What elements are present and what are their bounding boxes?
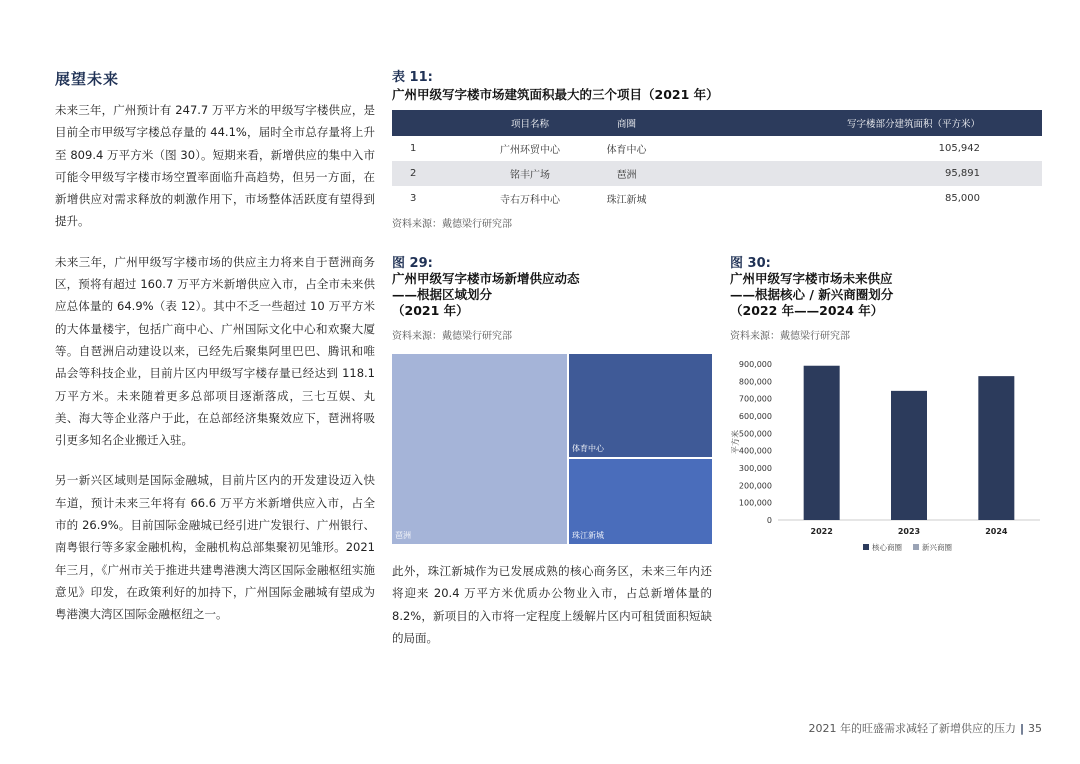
paragraph-pazhou: 未来三年，广州甲级写字楼市场的供应主力将来自于琶洲商务区，预将有超过 160.7 万平方米新增供应入市，占全市未来供应总体量的 64.9%（表 12）。其中不乏一些超过 10 万平方米的大体量楼宇，包括广商中心、广州国际文化中心和欢聚大厦等。自琶洲启动建设以来，已经先后聚集阿里巴巴、腾讯和唯品会等科技企业，目前片区内甲级写字楼存量已经达到 118.1 万平方米。未来随着更多总部项目逐渐落成，三七互娱、丸美、海大等企业落户于此，在总部经济集聚效应下，琶洲将吸引更多知名企业搬迁入驻。 <box>55 254 375 448</box>
cell-district: 体育中心 <box>606 145 647 156</box>
figure-29-title-line-3: （2021 年） <box>392 303 469 318</box>
table-number: 表 11: <box>392 70 433 85</box>
cell-name: 广州环贸中心 <box>499 145 560 156</box>
y-tick-label: 600,000 <box>738 412 772 421</box>
y-tick-label: 400,000 <box>738 446 772 456</box>
x-tick-label: 2022 <box>810 527 833 536</box>
y-tick-label: 900,000 <box>738 360 772 369</box>
treemap-cell-tiyu <box>569 354 712 457</box>
y-tick-label: 100,000 <box>738 498 772 508</box>
page-footer <box>808 720 1042 736</box>
table-row <box>392 161 1042 186</box>
legend-label: 核心商圈 <box>872 543 902 552</box>
figure-29-source: 资料来源：戴德梁行研究部 <box>392 331 512 342</box>
x-tick-label: 2024 <box>985 527 1008 536</box>
figure-30 <box>730 256 1050 552</box>
table-11-block <box>392 70 1042 230</box>
header-name: 项目名称 <box>472 110 588 136</box>
bar-2024 <box>978 376 1014 520</box>
bar-2023 <box>891 391 927 520</box>
y-tick-label: 200,000 <box>738 481 772 491</box>
footer-text: 2021 年的旺盛需求减轻了新增供应的压力 <box>808 722 1016 735</box>
figure-29 <box>392 256 712 540</box>
x-tick-label: 2023 <box>897 527 921 536</box>
treemap-label: 琶洲 <box>395 531 411 540</box>
figure-29-title-line-1: 广州甲级写字楼市场新增供应动态 <box>392 271 580 286</box>
cell-district: 珠江新城 <box>606 195 647 206</box>
legend-label: 新兴商圈 <box>922 543 952 552</box>
footer-separator: | <box>1019 722 1024 735</box>
supply-bar-chart <box>730 352 1050 562</box>
y-tick-label: 0 <box>766 516 772 525</box>
paragraph-outlook: 未来三年，广州预计有 247.7 万平方米的甲级写字楼供应，是目前全市甲级写字楼总存量的 44.1%，届时全市总存量将上升至 809.4 万平方米（图 30）。短期来看，新增供应的集中入市可能令甲级写字楼市场空置率面临升高趋势，但另一方面，在新增供应对需求释放的刺激作用下，市场整体活跃度有望得到提升。 <box>55 103 375 229</box>
table-source: 资料来源：戴德梁行研究部 <box>392 219 512 230</box>
cell-rank: 2 <box>392 161 472 186</box>
figure-30-source: 资料来源：戴德梁行研究部 <box>730 331 850 342</box>
header-area: 写字楼部分建筑面积（平方米） <box>665 110 1042 136</box>
y-tick-label: 700,000 <box>738 394 772 404</box>
page-number: 35 <box>1028 722 1042 735</box>
y-tick-label: 800,000 <box>738 377 772 387</box>
treemap-label: 珠江新城 <box>572 531 604 540</box>
y-tick-label: 300,000 <box>738 464 772 473</box>
figure-30-title-line-1: 广州甲级写字楼市场未来供应 <box>730 271 893 286</box>
paragraph-zhujiang: 此外，珠江新城作为已发展成熟的核心商务区，未来三年内还将迎来 20.4 万平方米优质办公物业入市，占总新增体量的 8.2%，新项目的入市将一定程度上缓解片区内可租赁面积短缺的局面。 <box>392 564 712 645</box>
figure-30-number: 图 30: <box>730 256 771 271</box>
legend-swatch <box>863 544 869 550</box>
cell-name: 铭丰广场 <box>472 161 588 186</box>
left-column <box>55 68 375 644</box>
section-heading: 展望未来 <box>55 70 120 88</box>
cell-name: 寺右万科中心 <box>499 195 560 206</box>
cell-area: 105,942 <box>938 143 980 154</box>
cell-rank: 1 <box>410 143 417 154</box>
legend-swatch <box>913 544 919 550</box>
table-title: 广州甲级写字楼市场建筑面积最大的三个项目（2021 年） <box>392 87 719 102</box>
figure-29-title-line-2: ——根据区域划分 <box>392 287 493 302</box>
cell-district: 琶洲 <box>588 161 665 186</box>
treemap-cell-pazhou <box>392 354 567 544</box>
treemap-label: 体育中心 <box>572 444 604 453</box>
y-axis-label: 平方米 <box>731 430 740 454</box>
bar-2022 <box>804 366 840 520</box>
cell-rank: 3 <box>410 193 417 204</box>
figure-30-title-line-3: （2022 年——2024 年） <box>730 303 884 318</box>
header-rank <box>392 110 472 136</box>
table-row <box>392 186 1042 211</box>
projects-table <box>392 110 1042 211</box>
y-tick-label: 500,000 <box>738 429 772 439</box>
treemap-cell-zhujiang <box>569 459 712 544</box>
cell-area: 95,891 <box>665 161 1042 186</box>
header-district: 商圈 <box>588 110 665 136</box>
table-row <box>392 136 1042 161</box>
treemap <box>392 354 712 544</box>
figure-30-title-line-2: ——根据核心 / 新兴商圈划分 <box>730 287 894 302</box>
cell-area: 85,000 <box>945 193 980 204</box>
figure-29-number: 图 29: <box>392 256 433 271</box>
table-header-row <box>392 110 1042 136</box>
paragraph-ifc: 另一新兴区域则是国际金融城，目前片区内的开发建设迈入快车道，预计未来三年将有 66.6 万平方米新增供应入市，占全市的 26.9%。目前国际金融城已经引进广发银行、广州银行、南粤银行等多家金融机构，金融机构总部集聚初见雏形。2021 年三月，《广州市关于推进共建粤港澳大湾区国际金融枢纽实施意见》印发，在政策利好的加持下，广州国际金融城有望成为粤港澳大湾区国际金融枢纽之一。 <box>55 473 375 622</box>
